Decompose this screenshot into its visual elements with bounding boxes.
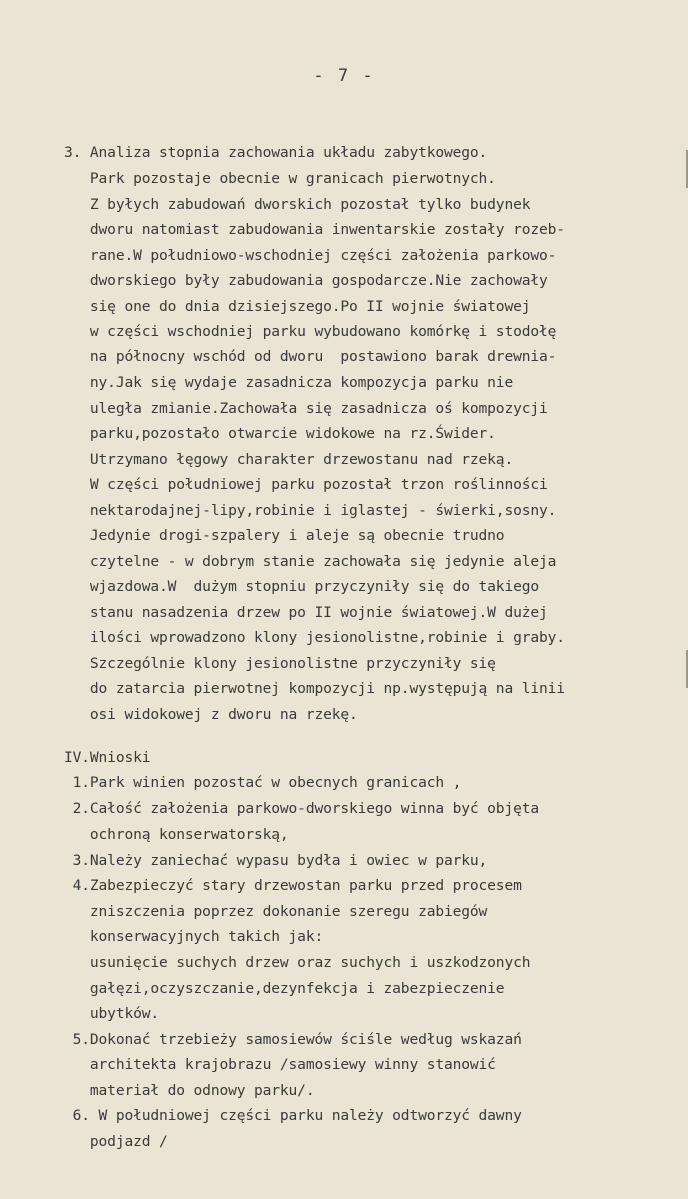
text-line: w części wschodniej parku wybudowano komórkę i stodołę [64,323,557,340]
text-line: 3. Analiza stopnia zachowania układu zabytkowego. [64,144,488,161]
text-line: osi widokowej z dworu na rzekę. [64,706,358,723]
text-line: na północny wschód od dworu postawiono barak drewnia- [64,348,557,365]
text-line: czytelne - w dobrym stanie zachowała się jedynie aleja [64,553,557,570]
text-line: gałęzi,oczyszczanie,dezynfekcja i zabezpieczenie [64,980,505,997]
text-line: wjazdowa.W dużym stopniu przyczyniły się do takiego [64,578,539,595]
text-line: podjazd / [64,1133,168,1150]
text-line: 1.Park winien pozostać w obecnych granicach , [64,774,462,791]
text-line: parku,pozostało otwarcie widokowe na rz.Świder. [64,425,496,442]
text-line: dworu natomiast zabudowania inwentarskie zostały rozeb- [64,221,565,238]
text-line: 4.Zabezpieczyć stary drzewostan parku przed procesem [64,877,522,894]
text-line: architekta krajobrazu /samosiewy winny stanowić [64,1056,496,1073]
text-line: 6. W południowej części parku należy odtworzyć dawny [64,1107,522,1124]
text-line: ochroną konserwatorską, [64,826,289,843]
text-line: IV.Wnioski [64,749,151,766]
page-number: - 7 - [313,66,375,86]
text-line: nektarodajnej-lipy,robinie i iglastej - świerki,sosny. [64,502,557,519]
text-line: rane.W południowo-wschodniej części założenia parkowo- [64,247,557,264]
text-line: dworskiego były zabudowania gospodarcze.Nie zachowały [64,272,548,289]
text-line: Szczególnie klony jesionolistne przyczyniły się [64,655,496,672]
text-line: się one do dnia dzisiejszego.Po II wojnie światowej [64,298,531,315]
text-line: zniszczenia poprzez dokonanie szeregu zabiegów [64,903,488,920]
text-line: materiał do odnowy parku/. [64,1082,315,1099]
text-line: do zatarcia pierwotnej kompozycji np.występują na linii [64,680,565,697]
text-line: Z byłych zabudowań dworskich pozostał tylko budynek [64,196,531,213]
text-line: ny.Jak się wydaje zasadnicza kompozycja parku nie [64,374,514,391]
text-line: 3.Należy zaniechać wypasu bydła i owiec w parku, [64,852,488,869]
text-line: konserwacyjnych takich jak: [64,928,324,945]
text-line: usunięcie suchych drzew oraz suchych i uszkodzonych [64,954,531,971]
text-line: stanu nasadzenia drzew po II wojnie światowej.W dużej [64,604,548,621]
text-line: W części południowej parku pozostał trzon roślinności [64,476,548,493]
text-line: 2.Całość założenia parkowo-dworskiego winna być objęta [64,800,539,817]
text-line: Utrzymano łęgowy charakter drzewostanu nad rzeką. [64,451,514,468]
text-line: 5.Dokonać trzebieży samosiewów ściśle według wskazań [64,1031,522,1048]
text-line: uległa zmianie.Zachowała się zasadnicza oś kompozycji [64,400,548,417]
text-line: Jedynie drogi-szpalery i aleje są obecnie trudno [64,527,505,544]
text-line: Park pozostaje obecnie w granicach pierwotnych. [64,170,496,187]
text-line: ubytków. [64,1005,159,1022]
text-line: ilości wprowadzono klony jesionolistne,robinie i graby. [64,629,565,646]
